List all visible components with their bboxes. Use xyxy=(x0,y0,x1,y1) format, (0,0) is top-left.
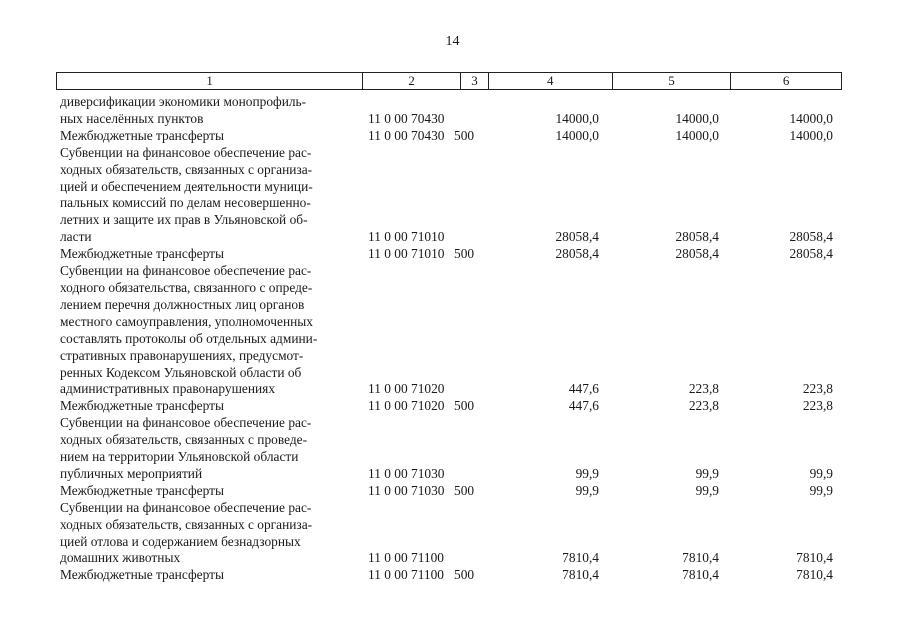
row-value-6: 14000,0 xyxy=(789,110,833,126)
description-line: стративных правонарушениях, предусмот- xyxy=(60,347,304,363)
row-expense-type: 500 xyxy=(454,398,475,414)
row-value-5: 14000,0 xyxy=(675,127,719,143)
row-value-4: 28058,4 xyxy=(555,229,599,245)
description-line: цией и обеспечением деятельности муници- xyxy=(60,178,313,194)
row-value-4: 7810,4 xyxy=(562,567,599,583)
row-expense-type: 500 xyxy=(454,567,475,583)
description-line: ходных обязательств, связанных с организа- xyxy=(60,161,313,177)
description-line: ходных обязательств, связанных с организа- xyxy=(60,516,313,532)
description-line: Межбюджетные трансферты xyxy=(60,567,224,583)
table-row xyxy=(56,263,842,398)
row-code: 11 0 00 71030 xyxy=(368,465,445,481)
row-value-4: 447,6 xyxy=(568,398,599,414)
row-value-5: 7810,4 xyxy=(682,567,719,583)
row-description xyxy=(56,483,356,500)
row-description xyxy=(56,415,356,483)
table-row xyxy=(56,145,842,246)
description-line: Субвенции на финансовое обеспечение рас- xyxy=(60,263,312,279)
row-code: 11 0 00 71030 xyxy=(368,482,445,498)
column-header-1: 1 xyxy=(206,73,213,88)
description-line: Межбюджетные трансферты xyxy=(60,398,224,414)
description-line: ных населённых пунктов xyxy=(60,110,204,126)
column-header-4: 4 xyxy=(488,73,612,89)
description-line: ходного обязательства, связанного с опреде- xyxy=(60,279,313,295)
row-description xyxy=(56,128,356,145)
row-value-6: 28058,4 xyxy=(789,229,833,245)
row-code: 11 0 00 71020 xyxy=(368,398,445,414)
table-row xyxy=(56,246,842,263)
row-value-6: 7810,4 xyxy=(796,550,833,566)
column-header-3: 3 xyxy=(460,73,488,89)
row-expense-type: 500 xyxy=(454,127,475,143)
column-header-5: 5 xyxy=(612,73,731,89)
column-header-2: 2 xyxy=(362,73,460,89)
row-value-5: 99,9 xyxy=(695,465,719,481)
description-line: летних и защите их прав в Ульяновской об- xyxy=(60,212,308,228)
row-value-4: 14000,0 xyxy=(555,110,599,126)
column-header-6: 6 xyxy=(730,73,841,89)
row-value-6: 223,8 xyxy=(802,398,833,414)
row-expense-type: 500 xyxy=(454,482,475,498)
row-value-4: 99,9 xyxy=(575,465,599,481)
description-line: Субвенции на финансовое обеспечение рас- xyxy=(60,144,312,160)
row-value-4: 7810,4 xyxy=(562,550,599,566)
description-line: административных правонарушениях xyxy=(60,381,276,397)
row-description xyxy=(56,94,356,128)
table-row xyxy=(56,483,842,500)
row-description xyxy=(56,145,356,246)
row-description xyxy=(56,567,356,584)
description-line: ходных обязательств, связанных с проведе- xyxy=(60,432,308,448)
description-line: нием на территории Ульяновской области xyxy=(60,449,299,465)
description-line: диверсификации экономики монопрофиль- xyxy=(60,94,307,109)
description-line: составлять протоколы об отдельных админи- xyxy=(60,330,318,346)
row-value-5: 28058,4 xyxy=(675,246,719,262)
row-value-4: 99,9 xyxy=(575,482,599,498)
row-value-6: 28058,4 xyxy=(789,246,833,262)
row-value-5: 223,8 xyxy=(688,398,719,414)
table-row xyxy=(56,128,842,145)
row-value-5: 7810,4 xyxy=(682,550,719,566)
row-description xyxy=(56,263,356,398)
row-code: 11 0 00 70430 xyxy=(368,110,445,126)
row-description xyxy=(56,398,356,415)
description-line: Субвенции на финансовое обеспечение рас- xyxy=(60,499,312,515)
table-row xyxy=(56,398,842,415)
description-line: Межбюджетные трансферты xyxy=(60,246,224,262)
description-line: Субвенции на финансовое обеспечение рас- xyxy=(60,415,312,431)
row-value-6: 14000,0 xyxy=(789,127,833,143)
row-value-5: 14000,0 xyxy=(675,110,719,126)
description-line: пальных комиссий по делам несовершенно- xyxy=(60,195,311,211)
description-line: лением перечня должностных лиц органов xyxy=(60,296,305,312)
description-line: публичных мероприятий xyxy=(60,465,203,481)
description-line: домашних животных xyxy=(60,550,181,566)
row-expense-type: 500 xyxy=(454,246,475,262)
row-value-5: 28058,4 xyxy=(675,229,719,245)
table-row xyxy=(56,415,842,483)
table-row xyxy=(56,567,842,584)
description-line: цией отлова и содержанием безнадзорных xyxy=(60,533,301,549)
table-header xyxy=(56,72,842,90)
row-value-4: 447,6 xyxy=(568,381,599,397)
row-description xyxy=(56,246,356,263)
description-line: Межбюджетные трансферты xyxy=(60,482,224,498)
row-code: 11 0 00 71100 xyxy=(368,567,445,583)
table-row xyxy=(56,500,842,568)
row-code: 11 0 00 70430 xyxy=(368,127,445,143)
page-number: 14 xyxy=(445,34,460,49)
table-row xyxy=(56,94,842,128)
row-value-6: 223,8 xyxy=(802,381,833,397)
row-value-6: 99,9 xyxy=(809,482,833,498)
row-value-6: 99,9 xyxy=(809,465,833,481)
row-value-6: 7810,4 xyxy=(796,567,833,583)
row-code: 11 0 00 71010 xyxy=(368,229,445,245)
table-body xyxy=(56,94,842,584)
row-value-4: 28058,4 xyxy=(555,246,599,262)
row-code: 11 0 00 71010 xyxy=(368,246,445,262)
row-value-5: 99,9 xyxy=(695,482,719,498)
row-value-4: 14000,0 xyxy=(555,127,599,143)
description-line: местного самоуправления, уполномоченных xyxy=(60,313,313,329)
description-line: ренных Кодексом Ульяновской области об xyxy=(60,364,302,380)
description-line: Межбюджетные трансферты xyxy=(60,127,224,143)
row-code: 11 0 00 71100 xyxy=(368,550,445,566)
row-description xyxy=(56,500,356,568)
row-value-5: 223,8 xyxy=(688,381,719,397)
description-line: ласти xyxy=(60,229,92,245)
row-code: 11 0 00 71020 xyxy=(368,381,445,397)
